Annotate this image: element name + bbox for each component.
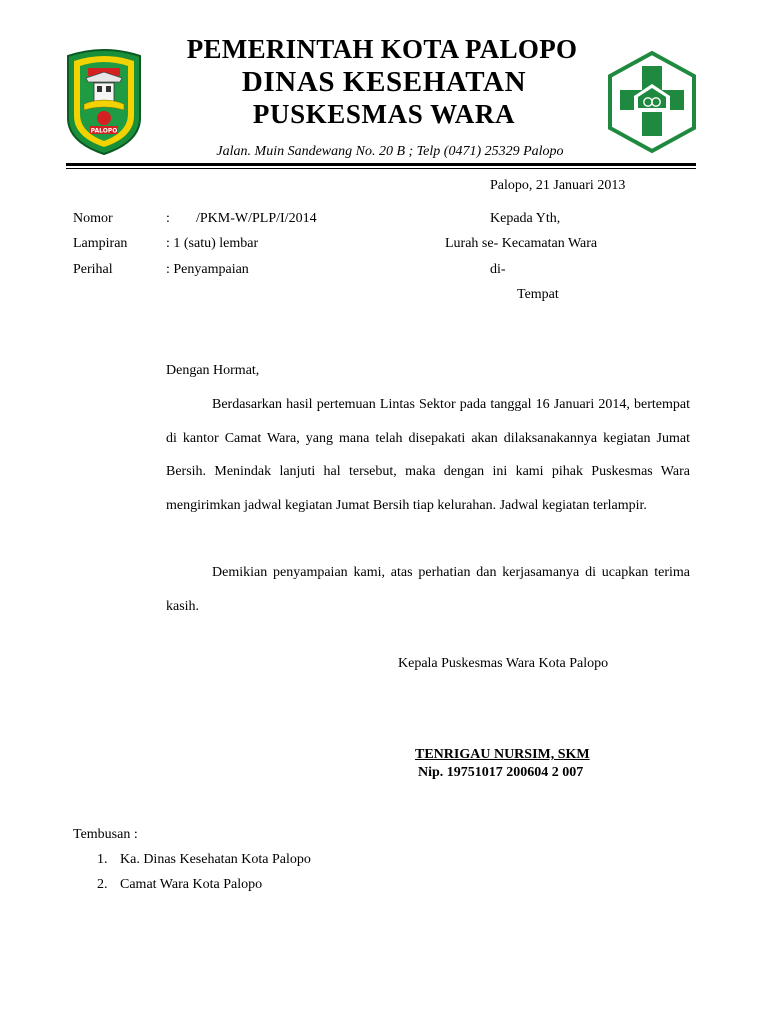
body-paragraph-2: Demikian penyampaian kami, atas perhatian dan kerjasamanya di ucapkan terima kasih. (166, 565, 690, 614)
signature-title: Kepala Puskesmas Wara Kota Palopo (398, 656, 609, 671)
salutation: Dengan Hormat, (166, 363, 260, 378)
recipient-greeting: Kepada Yth, (490, 211, 561, 226)
recipient-di: di- (490, 262, 506, 277)
meta-sep-nomor: : (166, 211, 170, 226)
meta-value-nomor: /PKM-W/PLP/I/2014 (196, 211, 317, 226)
signature-nip: Nip. 19751017 200604 2 007 (418, 765, 584, 780)
tembusan-num-2: 2. (97, 877, 108, 892)
header-puskesmas: PUSKESMAS WARA (252, 99, 516, 129)
meta-label-perihal: Perihal (73, 262, 113, 277)
recipient-place: Tempat (517, 287, 559, 302)
header-address: Jalan. Muin Sandewang No. 20 B ; Telp (0471) 25329 Palopo (216, 144, 564, 159)
tembusan-item-2: Camat Wara Kota Palopo (120, 877, 263, 892)
recipient-name: Lurah se- Kecamatan Wara (445, 236, 598, 251)
meta-label-nomor: Nomor (73, 211, 113, 226)
header-department: DINAS KESEHATAN (241, 66, 527, 98)
letter-date: Palopo, 21 Januari 2013 (490, 178, 626, 193)
tembusan-num-1: 1. (97, 852, 108, 867)
header-rule-thick (66, 163, 696, 166)
emblem-text: PALOPO (90, 127, 118, 135)
tembusan-label: Tembusan : (73, 827, 138, 842)
header-government: PEMERINTAH KOTA PALOPO (186, 34, 578, 64)
meta-value-lampiran: : 1 (satu) lembar (166, 236, 259, 251)
signature-name: TENRIGAU NURSIM, SKM (415, 747, 590, 762)
body-paragraph-1: Berdasarkan hasil pertemuan Lintas Sektor pada tanggal 16 Januari 2014, bertempat di kantor Camat Wara, yang mana telah disepakati akan dilaksanakannya kegiatan Jumat Bersih. Menindak lanjuti hal tersebut, maka dengan ini kami pihak Puskesmas Wara mengirimkan jadwal kegiatan Jumat Bersih tiap kelurahan. Jadwal kegiatan terlampir. (166, 397, 690, 513)
meta-value-perihal: : Penyampaian (166, 262, 249, 277)
header-rule-thin (66, 168, 696, 169)
tembusan-item-1: Ka. Dinas Kesehatan Kota Palopo (120, 852, 311, 867)
meta-label-lampiran: Lampiran (73, 236, 128, 251)
